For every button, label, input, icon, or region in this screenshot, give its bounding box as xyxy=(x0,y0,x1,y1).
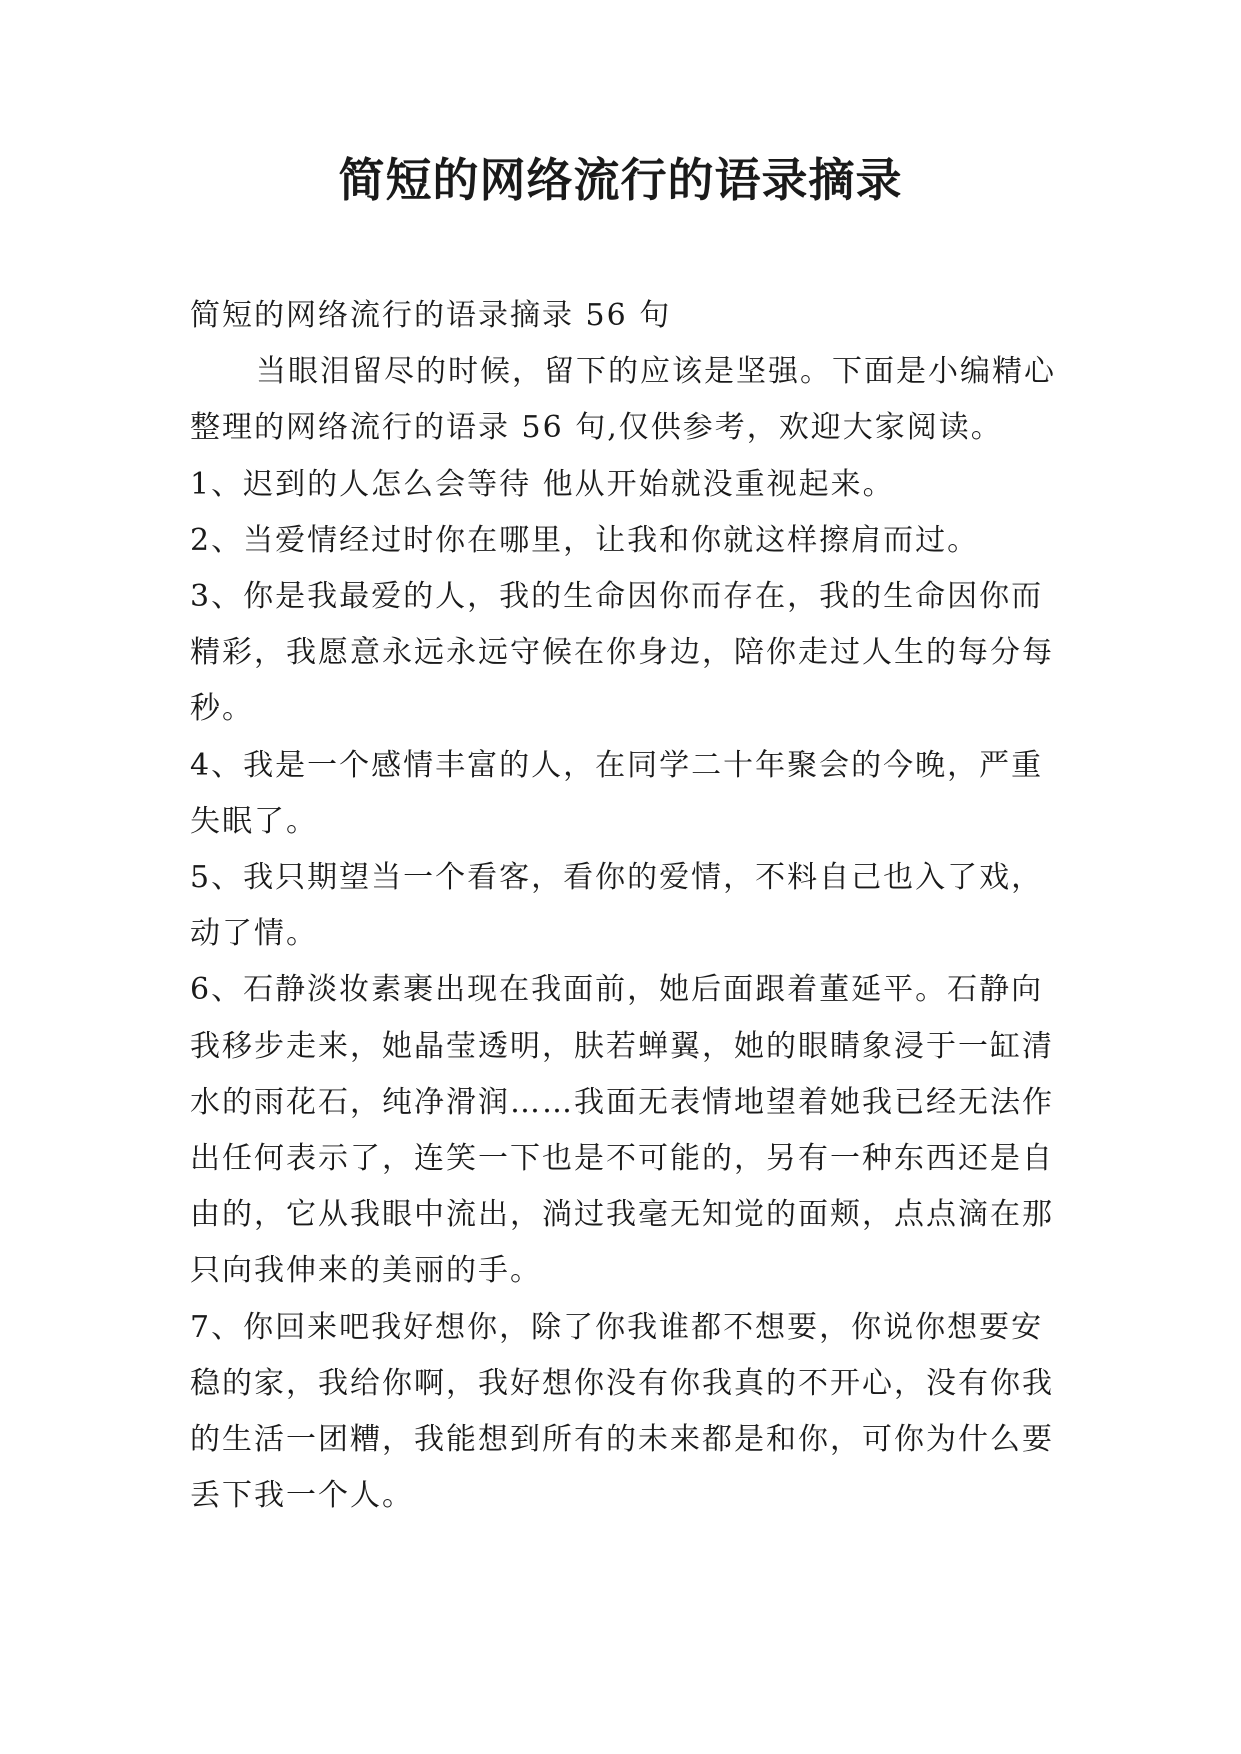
quote-item-5: 5、我只期望当一个看客，看你的爱情，不料自己也入了戏，动了情。 xyxy=(190,860,1044,952)
quote-item-1: 1、迟到的人怎么会等待 他从开始就没重视起来。 xyxy=(190,466,895,502)
document-subtitle: 简短的网络流行的语录摘录 56 句 xyxy=(190,298,672,333)
quote-item-4: 4、我是一个感情丰富的人，在同学二十年聚会的今晚，严重失眠了。 xyxy=(190,747,1044,839)
quote-item-2: 2、当爱情经过时你在哪里，让我和你就这样擦肩而过。 xyxy=(190,522,980,558)
intro-paragraph: 当眼泪留尽的时候，留下的应该是坚强。下面是小编精心整理的网络流行的语录 56 句,仅供参考，欢迎大家阅读。 xyxy=(190,354,1056,446)
quote-item-3: 3、你是我最爱的人，我的生命因你而存在，我的生命因你而精彩，我愿意永远永远守候在你身边，陪你走过人生的每分每秒。 xyxy=(190,579,1054,727)
quote-item-7: 7、你回来吧我好想你，除了你我谁都不想要，你说你想要安稳的家，我给你啊，我好想你没有你我真的不开心，没有你我的生活一团糟，我能想到所有的未来都是和你，可你为什么要丢下我一个人。 xyxy=(190,1309,1054,1514)
document-body xyxy=(190,288,1070,1524)
quote-item-6: 6、石静淡妆素裹出现在我面前，她后面跟着董延平。石静向我移步走来，她晶莹透明，肤若蝉翼，她的眼睛象浸于一缸清水的雨花石，纯净滑润……我面无表情地望着她我已经无法作出任何表示了，连笑一下也是不可能的，另有一种东西还是自由的，它从我眼中流出，淌过我毫无知觉的面颊，点点滴在那只向我伸来的美丽的手。 xyxy=(190,972,1054,1289)
document-title: 简短的网络流行的语录摘录 xyxy=(338,153,903,207)
